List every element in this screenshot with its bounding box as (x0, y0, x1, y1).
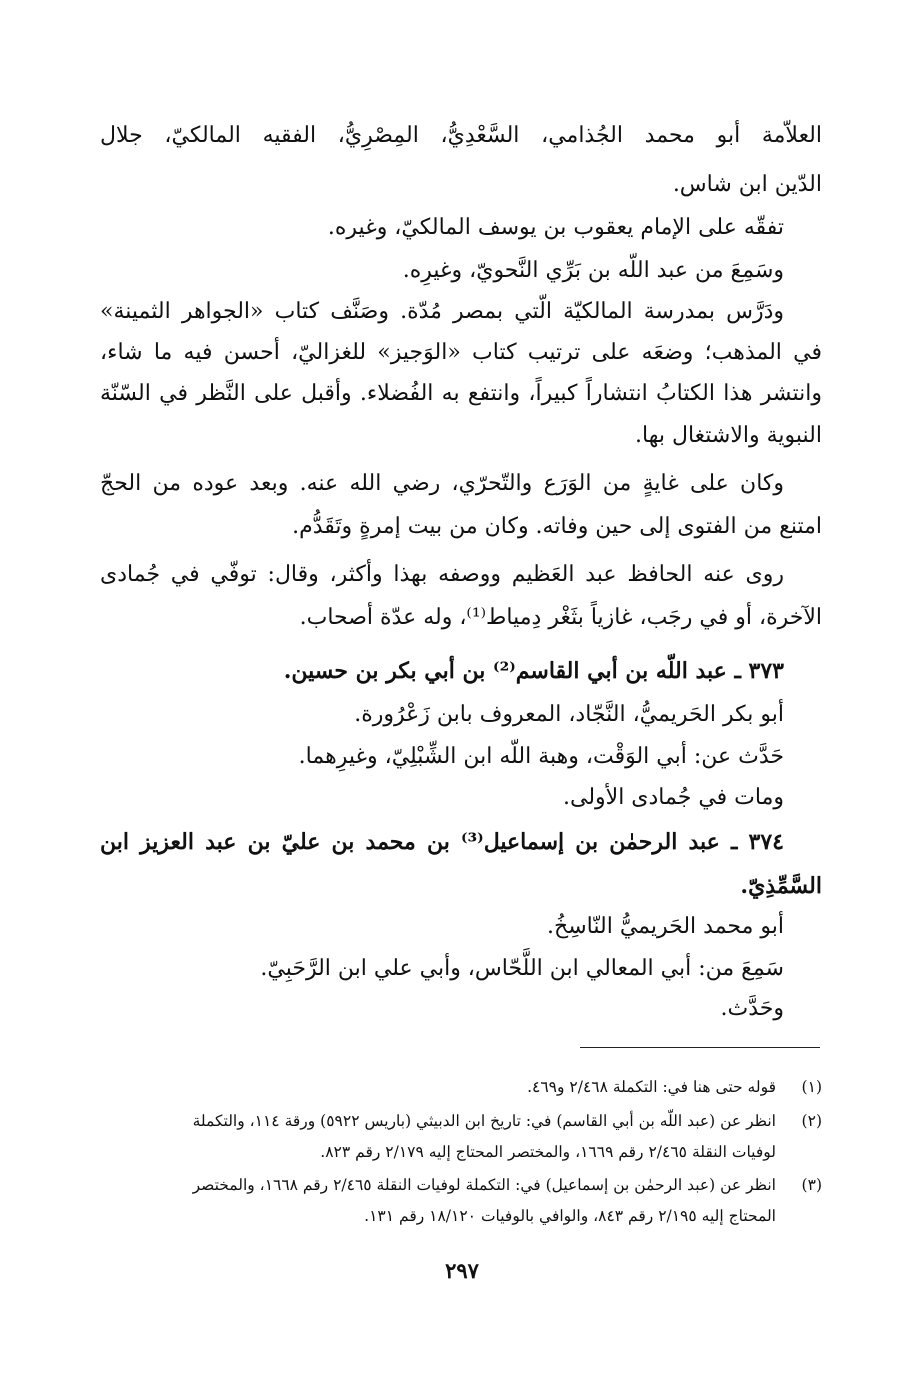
text-line: ودَرَّس بمدرسة المالكيّة الّتي بمصر مُدّة. وصَنَّف كتاب «الجواهر الثمينة» (100, 299, 784, 324)
text-line: روى عنه الحافظ عبد العَظيم ووصفه بهذا وأكثر، وقال: توفّي في جُمادى (100, 562, 784, 587)
text-line: امتنع من الفتوى إلى حين وفاته. وكان من بيت إمرةٍ وتَقَدُّم. (292, 514, 822, 539)
text-line: سَمِعَ من: أبي المعالي ابن اللَّحّاس، وأبي علي ابن الرَّحَبِيّ. (260, 956, 784, 981)
entry-heading-373: ٣٧٣ ـ عبد اللّه بن أبي القاسم⁽²⁾ بن أبي بكر بن حسين. (283, 658, 784, 684)
footnote-number: (٢) (801, 1112, 822, 1130)
text-line: تفقّه على الإمام يعقوب بن يوسف المالكيّ، وغيره. (327, 215, 784, 240)
text-line: الآخرة، أو في رجَب، غازياً بثَغْر دِمياط⁽¹⁾، وله عدّة أصحاب. (299, 605, 822, 630)
text-line: وحَدَّث. (720, 996, 784, 1021)
text-line: الدّين ابن شاس. (672, 172, 822, 197)
page-number: ٢٩٧ (445, 1258, 479, 1283)
footnote-1 (100, 1074, 822, 1100)
footnote-3-cont: المحتاج إليه ٢/١٩٥ رقم ٨٤٣، والوافي بالوفيات ١٨/١٢٠ رقم ١٣١. (364, 1207, 776, 1225)
text-line: حَدَّث عن: أبي الوَقْت، وهبة اللّه ابن الشِّبْلِيّ، وغيرِهما. (298, 744, 784, 769)
text-line: أبو بكر الحَريميُّ، النَّجّاد، المعروف بابن زَعْرُورة. (354, 702, 784, 727)
footnote-text: انظر عن (عبد اللّه بن أبي القاسم) في: تاريخ ابن الدبيثي (باريس ٥٩٢٢) ورقة ١١٤، والتكملة (192, 1112, 776, 1130)
entry-heading-374: ٣٧٤ ـ عبد الرحمٰن بن إسماعيل⁽³⁾ بن محمد بن عليّ بن عبد العزيز ابن (100, 829, 784, 855)
footnote-separator (580, 1047, 820, 1048)
footnote-text: قوله حتى هنا في: التكملة ٢/٤٦٨ و٤٦٩. (527, 1078, 776, 1096)
text-line: ومات في جُمادى الأولى. (562, 785, 784, 810)
entry-heading-374-cont: السَّمِّذِيّ. (740, 873, 822, 899)
footnote-number: (٣) (801, 1176, 822, 1194)
text-line: وانتشر هذا الكتابُ انتشاراً كبيراً، وانتفع به الفُضلاء. وأقبل على النَّظر في السّنّة (100, 381, 822, 406)
footnote-number: (١) (801, 1078, 822, 1096)
text-line: العلاّمة أبو محمد الجُذامي، السَّعْدِيُّ، المِصْرِيُّ، الفقيه المالكيّ، جلال (100, 123, 822, 148)
text-line: النبوية والاشتغال بها. (635, 423, 822, 448)
footnote-2 (100, 1108, 822, 1134)
text-line: وكان على غايةٍ من الوَرَع والتّحرّي، رضي الله عنه. وبعد عوده من الحجّ (100, 471, 784, 496)
footnote-3 (100, 1172, 822, 1198)
footnote-text: انظر عن (عبد الرحمٰن بن إسماعيل) في: التكملة لوفيات النقلة ٢/٤٦٥ رقم ١٦٦٨، والمختصر (192, 1176, 776, 1194)
text-line: أبو محمد الحَريميُّ النّاسِخُ. (547, 914, 784, 939)
text-line: وسَمِعَ من عبد اللّه بن بَرِّي النَّحويّ، وغيرِه. (402, 258, 784, 283)
footnote-2-cont: لوفيات النقلة ٢/٤٦٥ رقم ١٦٦٩، والمختصر المحتاج إليه ٢/١٧٩ رقم ٨٢٣. (320, 1143, 776, 1161)
text-line: في المذهب؛ وضعَه على ترتيب كتاب «الوَجيز» للغزاليّ، أحسن فيه ما شاء، (100, 340, 822, 365)
